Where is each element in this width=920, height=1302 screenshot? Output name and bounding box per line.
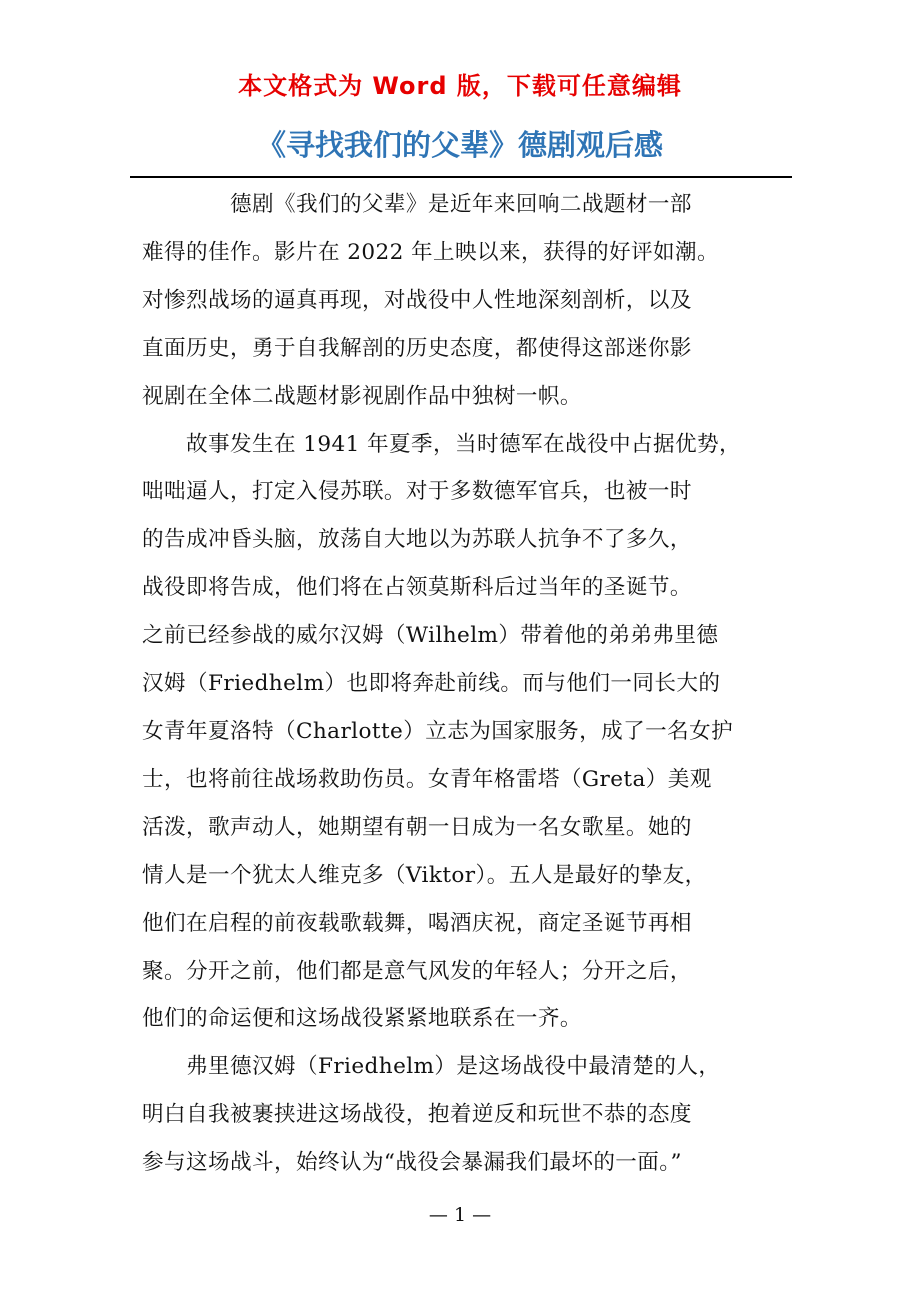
paragraph-intro: 德剧《我们的父辈》是近年来回响二战题材一部 难得的佳作。影片在 2022 年上映以来，获得的好评如潮。 对惨烈战场的逼真再现，对战役中人性地深刻剖析，以及 直面历史，勇于自我解剖的历史态度，都使得这部迷你影 视剧在全体二战题材影视剧作品中独树一帜。: [142, 192, 719, 409]
document-body: [142, 181, 782, 1187]
paragraph-friedhelm: 弗里德汉姆（Friedhelm）是这场战役中最清楚的人， 明白自我被裹挟进这场战役，抱着逆反和玩世不恭的态度 参与这场战斗，始终认为“战役会暴漏我们最坏的一面。”: [142, 1054, 721, 1176]
editable-notice: 本文格式为 Word 版，下载可任意编辑: [238, 72, 682, 100]
document-title: 《寻找我们的父辈》德剧观后感: [256, 128, 663, 162]
paragraph-story: 故事发生在 1941 年夏季，当时德军在战役中占据优势， 咄咄逼人，打定入侵苏联。对于多数德军官兵，也被一时 的告成冲昏头脑，放荡自大地以为苏联人抗争不了多久， 战役即将告成，他们将在占领莫斯科后过当年的圣诞节。 之前已经参战的威尔汉姆（Wilhelm）带着他的弟弟弗里德 汉姆（Friedhelm）也即将奔赴前线。而与他们一同长大的 女青年夏洛特（Charlotte）立志为国家服务，成了一名女护 士，也将前往战场救助伤员。女青年格雷塔（Greta）美观 活泼，歌声动人，她期望有朝一日成为一名女歌星。她的 情人是一个犹太人维克多（Viktor）。五人是最好的挚友， 他们在启程的前夜载歌载舞，喝酒庆祝，商定圣诞节再相 聚。分开之前，他们都是意气风发的年轻人；分开之后， 他们的命运便和这场战役紧紧地联系在一齐。: [142, 431, 741, 1032]
page-number: — 1 —: [428, 1204, 492, 1226]
title-underline: [130, 176, 792, 178]
